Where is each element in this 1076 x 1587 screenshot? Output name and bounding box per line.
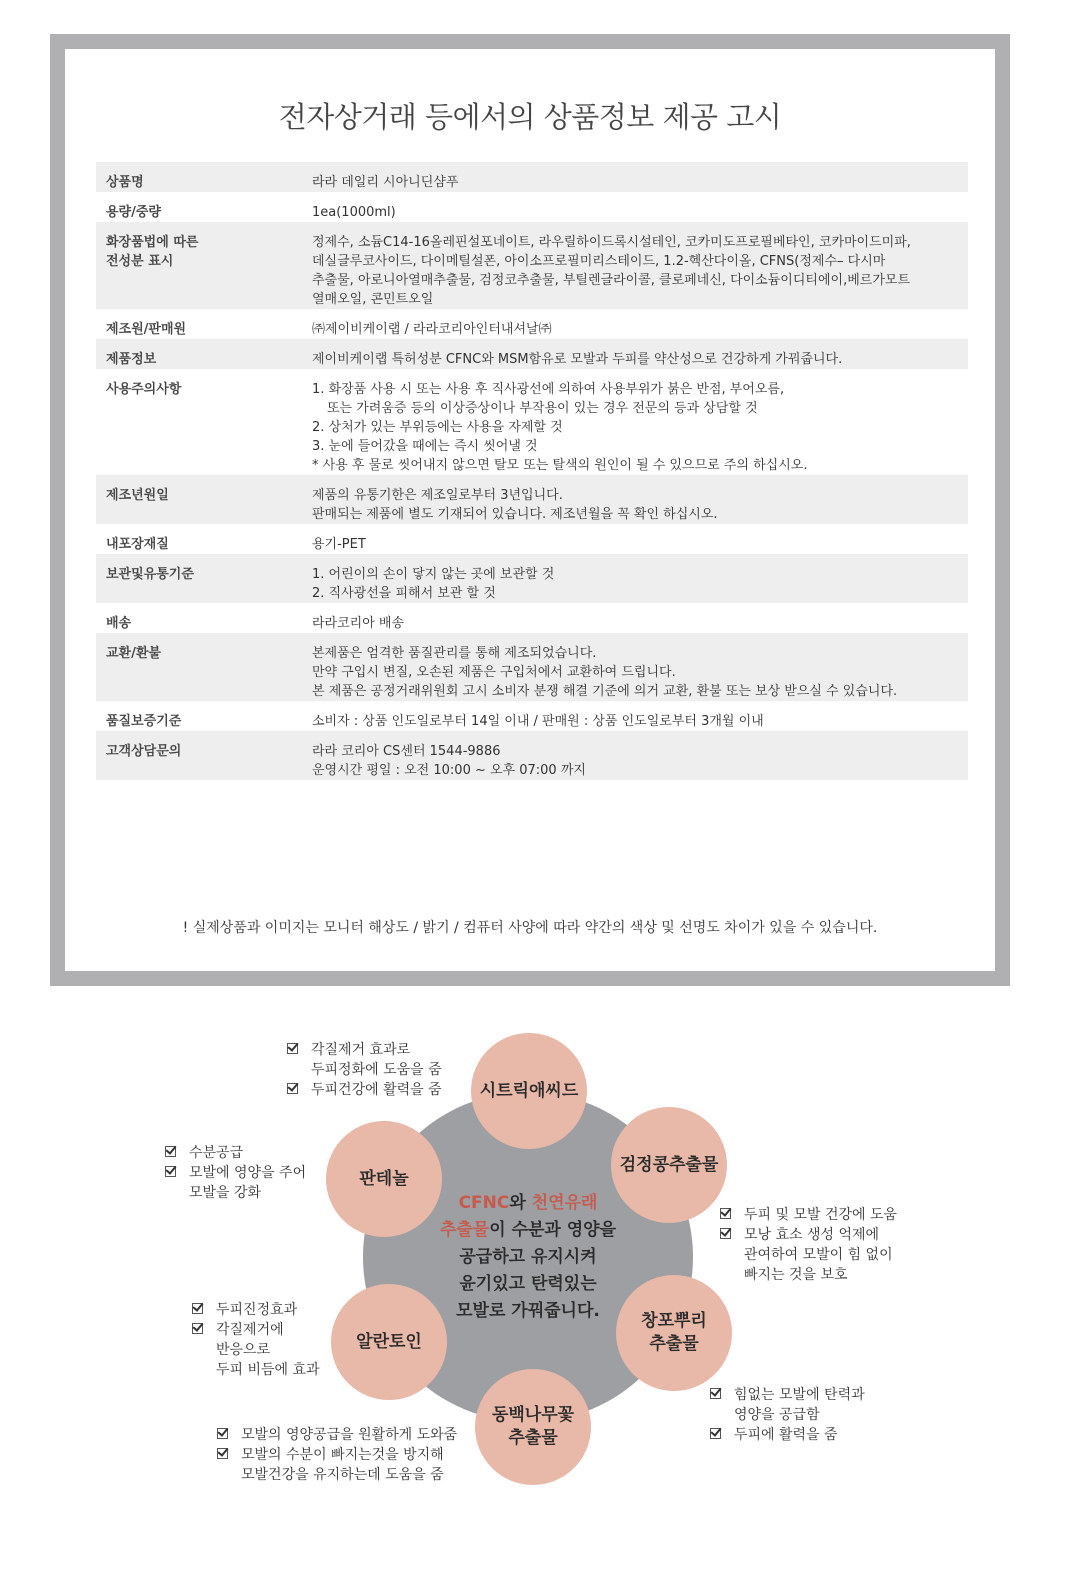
benefits-allantoin [192, 1300, 320, 1380]
center-line4: 윤기있고 탄력있는 [459, 1274, 597, 1294]
info-row-label [96, 162, 312, 192]
benefit-item [720, 1225, 897, 1285]
checkbox-checked-icon [217, 1448, 228, 1459]
info-row [96, 162, 968, 192]
info-row-label [96, 701, 312, 731]
benefit-item [710, 1385, 865, 1425]
info-value-line: * 사용 후 물로 씻어내지 않으면 탈모 또는 탈색의 원인이 될 수 있으므로 주의 하십시오. [312, 458, 808, 473]
center-line3: 공급하고 유지시켜 [459, 1247, 597, 1267]
benefit-text-line: 모발을 강화 [189, 1185, 262, 1201]
ingredient-calamus-root [616, 1275, 732, 1391]
info-value-line: 만약 구입시 변질, 오손된 제품은 구입처에서 교환하여 드립니다. [312, 665, 676, 680]
info-label-line: 제조원/판매원 [106, 322, 187, 337]
info-value-line: 1. 화장품 사용 시 또는 사용 후 직사광선에 의하여 사용부위가 붉은 반점, 부어오름, [312, 382, 785, 397]
info-label-line: 보관및유통기준 [106, 567, 194, 582]
info-label-line: 제품정보 [106, 352, 157, 367]
info-value-line: 1. 어린이의 손이 닿지 않는 곳에 보관할 것 [312, 567, 555, 582]
info-row-label [96, 603, 312, 633]
benefit-text-line: 두피건강에 활력을 줌 [311, 1082, 442, 1098]
info-row [96, 524, 968, 554]
info-row-label [96, 192, 312, 222]
info-value-line: 라라 데일리 시아니딘샴푸 [312, 175, 459, 190]
benefit-text-line: 수분공급 [189, 1145, 244, 1161]
benefit-text-line: 각질제거 효과로 [311, 1042, 411, 1058]
benefit-text-line: 빠지는 것을 보호 [744, 1267, 848, 1283]
benefit-text-line: 관여하여 모발이 힘 없이 [744, 1247, 893, 1263]
product-info-notice [50, 34, 1010, 986]
benefit-text-line: 각질제거에 [216, 1322, 284, 1338]
info-row-value [312, 701, 968, 731]
info-row-label [96, 524, 312, 554]
benefit-text-line: 모발의 수분이 빠지는것을 방지해 [241, 1447, 444, 1463]
info-label-line: 품질보증기준 [106, 714, 182, 729]
info-label-line: 교환/환불 [106, 646, 161, 661]
info-value-line: 라라 코리아 CS센터 1544-9886 [312, 744, 501, 759]
info-label-line: 용량/중량 [106, 205, 161, 220]
info-row-label [96, 554, 312, 603]
info-row-label [96, 339, 312, 369]
benefit-text-line: 모발건강을 유지하는데 도움을 줌 [241, 1467, 444, 1483]
info-value-line: 추출물, 아로니아열매추출물, 검정코추출물, 부틸렌글라이콜, 클로페네신, 다이소듐이디티에이,베르가모트 [312, 273, 911, 288]
info-row-value [312, 475, 968, 524]
benefit-item [217, 1425, 457, 1445]
checkbox-checked-icon [192, 1323, 203, 1334]
info-value-line: 소비자 : 상품 인도일로부터 14일 이내 / 판매원 : 상품 인도일로부터 3개월 이내 [312, 714, 764, 729]
center-conj: 와 [509, 1193, 532, 1213]
checkbox-checked-icon [287, 1083, 298, 1094]
info-value-line: 정제수, 소듐C14-16올레핀설포네이트, 라우릴하이드록시설테인, 코카미도프로필베타인, 코카마이드미파, [312, 235, 911, 250]
info-row [96, 192, 968, 222]
info-row-value [312, 633, 968, 701]
benefit-text-line: 영양을 공급함 [734, 1407, 820, 1423]
benefits-black-bean [720, 1205, 897, 1285]
info-row [96, 603, 968, 633]
benefit-item [192, 1320, 320, 1380]
notice-title: 전자상거래 등에서의 상품정보 제공 고시 [278, 100, 782, 134]
info-row-label [96, 475, 312, 524]
info-label-line: 화장품법에 따른 [106, 235, 199, 250]
checkbox-checked-icon [165, 1146, 176, 1157]
center-hl-cfnc: CFNC [458, 1193, 510, 1213]
benefit-item [165, 1163, 306, 1203]
info-row-label [96, 222, 312, 309]
info-row [96, 475, 968, 524]
center-hl-extract: 추출물 [439, 1220, 490, 1240]
benefit-item [217, 1445, 457, 1485]
checkbox-checked-icon [710, 1428, 721, 1439]
center-line5: 모발로 가꿔줍니다. [456, 1301, 600, 1321]
info-row-value [312, 554, 968, 603]
benefit-item [287, 1040, 442, 1080]
info-row-value [312, 162, 968, 192]
checkbox-checked-icon [720, 1228, 731, 1239]
info-label-line: 상품명 [106, 175, 144, 190]
ingredient-name-line: 동백나무꽃 [491, 1405, 575, 1425]
ingredient-name-line: 판테놀 [359, 1168, 409, 1189]
info-label-line: 사용주의사항 [106, 382, 182, 397]
ingredient-name-line: 창포뿌리 [641, 1311, 707, 1331]
info-value-line: 2. 직사광선을 피해서 보관 할 것 [312, 586, 496, 601]
info-row-label [96, 309, 312, 339]
info-value-line: 운영시간 평일 : 오전 10:00 ~ 오후 07:00 까지 [312, 763, 586, 778]
info-row-value [312, 524, 968, 554]
info-row [96, 731, 968, 780]
info-value-line: 판매되는 제품에 별도 기재되어 있습니다. 제조년월을 꼭 확인 하십시오. [312, 507, 718, 522]
benefits-camellia-flower [217, 1425, 457, 1485]
info-row [96, 369, 968, 475]
checkbox-checked-icon [287, 1043, 298, 1054]
benefit-text-line: 힘없는 모발에 탄력과 [734, 1387, 865, 1403]
info-row-label [96, 369, 312, 475]
checkbox-checked-icon [217, 1428, 228, 1439]
info-row-value [312, 339, 968, 369]
ingredient-name-line: 추출물 [508, 1428, 558, 1448]
center-line2-rest: 이 수분과 영양을 [489, 1220, 617, 1240]
benefit-text-line: 두피에 활력을 줌 [734, 1427, 838, 1443]
info-label-line: 내포장재질 [106, 537, 169, 552]
info-row [96, 554, 968, 603]
info-value-line: 열매오일, 콘민트오일 [312, 292, 434, 307]
info-value-line: 데실글루코사이드, 다이메틸설폰, 아이소프로필미리스테이드, 1.2-헥산다이올, CFNS(정제수– 다시마 [312, 254, 886, 269]
info-row-label [96, 731, 312, 780]
center-hl-natural: 천연유래 [531, 1193, 598, 1213]
info-row [96, 222, 968, 309]
info-row [96, 309, 968, 339]
info-value-line: 제이비케이랩 특허성분 CFNC와 MSM함유로 모발과 두피를 약산성으로 건강하게 가꿔줍니다. [312, 352, 843, 367]
benefit-text-line: 모발에 영양을 주어 [189, 1165, 307, 1181]
benefit-item [287, 1080, 442, 1100]
benefits-calamus-root [710, 1385, 865, 1445]
benefit-item [710, 1425, 865, 1445]
info-row-value [312, 369, 968, 475]
checkbox-checked-icon [720, 1208, 731, 1219]
checkbox-checked-icon [710, 1388, 721, 1399]
info-value-line: 1ea(1000ml) [312, 205, 396, 220]
benefit-text-line: 두피진정효과 [216, 1302, 298, 1318]
info-label-line: 배송 [106, 616, 132, 631]
ingredient-name-line: 시트릭애씨드 [479, 1080, 579, 1101]
info-row-value [312, 603, 968, 633]
info-label-line: 제조년원일 [106, 488, 169, 503]
info-value-line: 라라코리아 배송 [312, 616, 405, 631]
checkbox-checked-icon [192, 1303, 203, 1314]
info-value-line: 3. 눈에 들어갔을 때에는 즉시 씻어낼 것 [312, 439, 538, 454]
ingredient-citric-acid [471, 1033, 587, 1149]
info-value-line: 본제품은 엄격한 품질관리를 통해 제조되었습니다. [312, 646, 597, 661]
benefit-text-line: 두피정화에 도움을 줌 [311, 1062, 442, 1078]
ingredient-name-line: 검정콩추출물 [619, 1154, 719, 1175]
info-row [96, 701, 968, 731]
ingredient-name-line: 알란토인 [356, 1331, 422, 1352]
info-value-line: ㈜제이비케이랩 / 라라코리아인터내셔날㈜ [312, 322, 552, 337]
benefit-item [192, 1300, 320, 1320]
benefits-citric-acid [287, 1040, 442, 1100]
info-value-line: 또는 가려움증 등의 이상증상이나 부작용이 있는 경우 전문의 등과 상담할 것 [327, 401, 758, 416]
info-label-line: 고객상담문의 [106, 744, 182, 759]
info-row-value [312, 192, 968, 222]
ingredient-panthenol [326, 1121, 442, 1237]
benefit-text-line: 두피 비듬에 효과 [216, 1362, 320, 1378]
info-label-line: 전성분 표시 [106, 254, 174, 269]
info-value-line: 제품의 유통기한은 제조일로부터 3년입니다. [312, 488, 563, 503]
info-value-line: 본 제품은 공정거래위원회 고시 소비자 분쟁 해결 기준에 의거 교환, 환불 또는 보상 받으실 수 있습니다. [312, 684, 898, 699]
info-row-value [312, 222, 968, 309]
info-value-line: 용기-PET [312, 537, 366, 552]
notice-disclaimer: ! 실제상품과 이미지는 모니터 해상도 / 밝기 / 컴퓨터 사양에 따라 약간의 색상 및 선명도 차이가 있을 수 있습니다. [182, 920, 878, 936]
benefit-item [165, 1143, 306, 1163]
info-row [96, 339, 968, 369]
info-row-label [96, 633, 312, 701]
benefit-text-line: 반응으로 [216, 1342, 271, 1358]
benefit-text-line: 모낭 효소 생성 억제에 [744, 1227, 880, 1243]
info-value-line: 2. 상처가 있는 부위등에는 사용을 자제할 것 [312, 420, 563, 435]
checkbox-checked-icon [165, 1166, 176, 1177]
info-row [96, 633, 968, 701]
info-row-value [312, 731, 968, 780]
info-row-value [312, 309, 968, 339]
ingredient-camellia-flower [475, 1369, 591, 1485]
benefit-text-line: 두피 및 모발 건강에 도움 [744, 1207, 898, 1223]
ingredient-allantoin [331, 1284, 447, 1400]
benefits-panthenol [165, 1143, 306, 1203]
ingredient-name-line: 추출물 [649, 1334, 699, 1354]
product-info-table [96, 162, 968, 780]
benefit-item [720, 1205, 897, 1225]
ingredient-black-bean [611, 1107, 727, 1223]
benefit-text-line: 모발의 영양공급을 원활하게 도와줌 [241, 1427, 458, 1443]
